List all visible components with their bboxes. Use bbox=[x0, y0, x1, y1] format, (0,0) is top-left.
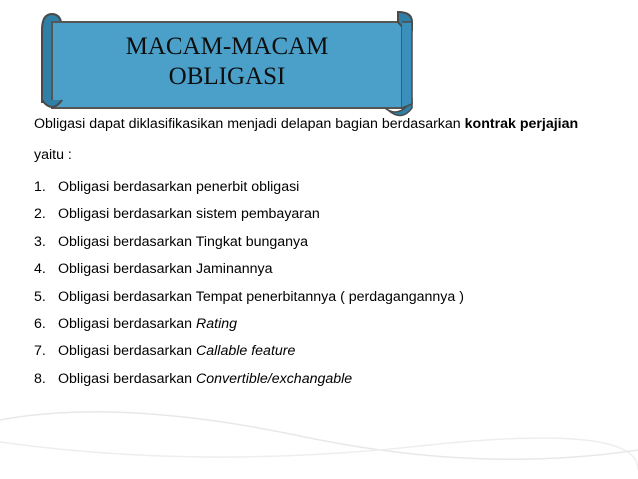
list-item-text: Obligasi berdasarkan Tempat penerbitannya ( perdagangannya ) bbox=[58, 288, 464, 305]
list-number: 5. bbox=[34, 288, 46, 305]
list-item bbox=[34, 338, 464, 365]
list-item-text: Obligasi berdasarkan Jaminannya bbox=[58, 261, 273, 278]
list-number: 2. bbox=[34, 206, 46, 223]
list-item-italic: Convertible/exchangable bbox=[196, 370, 353, 387]
list-item-text: Obligasi berdasarkan sistem pembayaran bbox=[58, 206, 320, 223]
list-item-text: Obligasi berdasarkan bbox=[58, 343, 197, 360]
list-number: 1. bbox=[34, 179, 46, 195]
list-number: 3. bbox=[34, 233, 46, 250]
bond-classification-list bbox=[34, 174, 464, 393]
list-item-text: Obligasi berdasarkan bbox=[58, 315, 197, 332]
banner-title-line2: OBLIGASI bbox=[168, 63, 286, 90]
intro-text: Obligasi dapat diklasifikasikan menjadi delapan bagian berdasarkan bbox=[34, 116, 465, 132]
intro-line bbox=[34, 116, 638, 132]
list-item bbox=[34, 256, 464, 283]
list-number: 8. bbox=[34, 370, 46, 387]
intro-line-2: yaitu : bbox=[34, 147, 72, 163]
list-item bbox=[34, 284, 464, 311]
list-number: 7. bbox=[34, 343, 46, 360]
list-item bbox=[34, 229, 464, 256]
list-item-italic: Rating bbox=[196, 315, 238, 332]
list-number: 6. bbox=[34, 315, 46, 332]
banner-title bbox=[95, 32, 359, 92]
list-item bbox=[34, 366, 464, 393]
list-item-text: Obligasi berdasarkan Tingkat bunganya bbox=[58, 233, 309, 250]
list-number: 4. bbox=[34, 261, 46, 278]
decorative-swirl-2 bbox=[0, 438, 638, 470]
list-item bbox=[34, 174, 464, 201]
list-item bbox=[34, 311, 464, 338]
banner-title-line1: MACAM-MACAM bbox=[125, 33, 329, 60]
list-item-text: Obligasi berdasarkan penerbit obligasi bbox=[58, 179, 300, 195]
list-item-italic: Callable feature bbox=[196, 343, 296, 360]
list-item bbox=[34, 201, 464, 228]
intro-bold-text: kontrak perjajian bbox=[464, 116, 579, 132]
list-item-text: Obligasi berdasarkan bbox=[58, 370, 197, 387]
